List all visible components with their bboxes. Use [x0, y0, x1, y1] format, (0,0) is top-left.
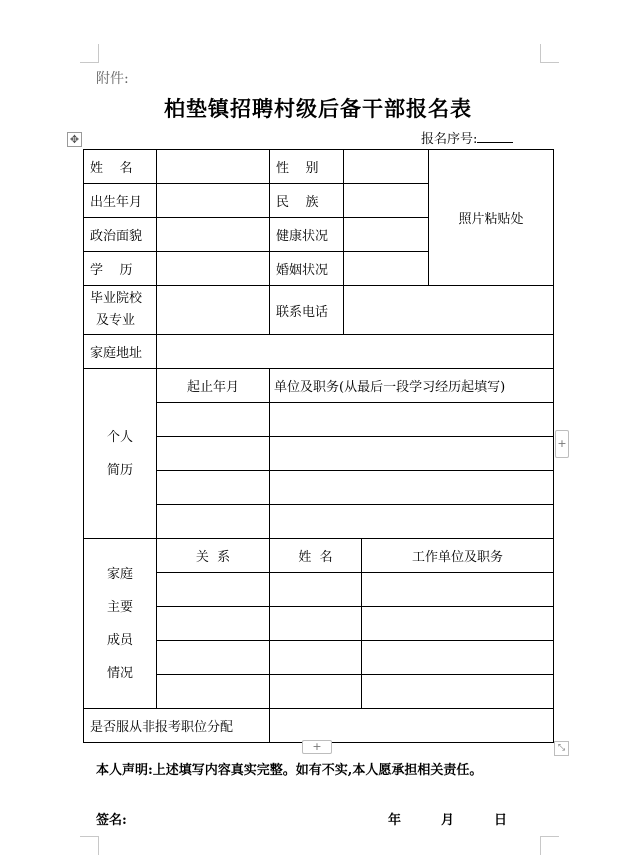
- gender-label: 性 别: [270, 150, 344, 184]
- family-relation-header: 关 系: [157, 539, 270, 573]
- resume-period-cell[interactable]: [157, 505, 270, 539]
- family-relation-cell[interactable]: [157, 675, 270, 709]
- ethnicity-field[interactable]: [344, 184, 429, 218]
- attachment-label: 附件:: [96, 71, 129, 87]
- phone-field[interactable]: [344, 286, 554, 335]
- school-label: 毕业院校 及专业: [84, 286, 157, 335]
- table-row: [84, 335, 554, 369]
- signature-label: 签名:: [96, 813, 127, 828]
- date-month-label: 月: [441, 813, 455, 828]
- health-field[interactable]: [344, 218, 429, 252]
- add-column-icon[interactable]: +: [302, 740, 332, 754]
- table-row: [84, 709, 554, 743]
- phone-label: 联系电话: [270, 286, 344, 335]
- resume-label: 个人 简历: [84, 369, 157, 539]
- registration-table: [83, 149, 554, 743]
- politics-field[interactable]: [157, 218, 270, 252]
- family-work-cell[interactable]: [362, 607, 554, 641]
- ethnicity-label: 民 族: [270, 184, 344, 218]
- resume-unit-cell[interactable]: [270, 471, 554, 505]
- education-field[interactable]: [157, 252, 270, 286]
- gender-field[interactable]: [344, 150, 429, 184]
- education-label: 学 历: [84, 252, 157, 286]
- registration-number-label: 报名序号:: [421, 132, 478, 147]
- form-title: 柏垫镇招聘村级后备干部报名表: [164, 96, 472, 121]
- date-day-label: 日: [494, 813, 508, 828]
- photo-label: 照片粘贴处: [458, 212, 524, 227]
- crop-mark-bottom-left: [80, 836, 99, 855]
- address-field[interactable]: [157, 335, 554, 369]
- family-name-cell[interactable]: [270, 641, 362, 675]
- resume-period-cell[interactable]: [157, 437, 270, 471]
- family-label: 家庭 主要 成员 情况: [84, 539, 157, 709]
- family-relation-cell[interactable]: [157, 641, 270, 675]
- family-name-cell[interactable]: [270, 675, 362, 709]
- marital-field[interactable]: [344, 252, 429, 286]
- resume-unit-cell[interactable]: [270, 505, 554, 539]
- family-relation-cell[interactable]: [157, 607, 270, 641]
- assignment-label: 是否服从非报考职位分配: [84, 709, 270, 743]
- name-field[interactable]: [157, 150, 270, 184]
- declaration-text: 本人声明:上述填写内容真实完整。如有不实,本人愿承担相关责任。: [96, 763, 483, 778]
- family-name-cell[interactable]: [270, 573, 362, 607]
- registration-number: [421, 128, 513, 147]
- resume-unit-cell[interactable]: [270, 437, 554, 471]
- birth-field[interactable]: [157, 184, 270, 218]
- table-resize-icon[interactable]: ⤡: [554, 741, 569, 756]
- add-row-icon[interactable]: +: [555, 430, 569, 458]
- family-name-header: 姓 名: [270, 539, 362, 573]
- resume-period-header: 起止年月: [157, 369, 270, 403]
- photo-area[interactable]: [429, 150, 554, 286]
- assignment-field[interactable]: [270, 709, 554, 743]
- registration-number-blank[interactable]: [477, 130, 513, 143]
- resume-period-cell[interactable]: [157, 471, 270, 505]
- health-label: 健康状况: [270, 218, 344, 252]
- resume-period-cell[interactable]: [157, 403, 270, 437]
- crop-mark-bottom-right: [540, 836, 559, 855]
- table-move-icon[interactable]: ✥: [67, 132, 82, 147]
- family-name-cell[interactable]: [270, 607, 362, 641]
- school-field[interactable]: [157, 286, 270, 335]
- family-work-cell[interactable]: [362, 641, 554, 675]
- table-row: [84, 150, 554, 184]
- family-relation-cell[interactable]: [157, 573, 270, 607]
- table-row: [84, 286, 554, 335]
- birth-label: 出生年月: [84, 184, 157, 218]
- resume-unit-header: 单位及职务(从最后一段学习经历起填写): [270, 369, 554, 403]
- politics-label: 政治面貌: [84, 218, 157, 252]
- family-work-cell[interactable]: [362, 573, 554, 607]
- crop-mark-top-left: [80, 44, 99, 63]
- family-work-header: 工作单位及职务: [362, 539, 554, 573]
- table-row: [84, 369, 554, 403]
- resume-unit-cell[interactable]: [270, 403, 554, 437]
- crop-mark-top-right: [540, 44, 559, 63]
- name-label: 姓 名: [84, 150, 157, 184]
- family-work-cell[interactable]: [362, 675, 554, 709]
- marital-label: 婚姻状况: [270, 252, 344, 286]
- table-row: [84, 539, 554, 573]
- date-year-label: 年: [388, 813, 402, 828]
- address-label: 家庭地址: [84, 335, 157, 369]
